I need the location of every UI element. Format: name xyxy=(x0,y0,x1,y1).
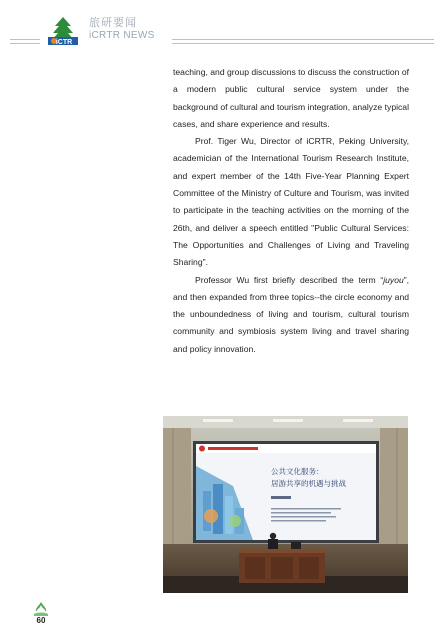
term-juyou: juyou xyxy=(383,274,404,285)
page-number-decoration xyxy=(26,600,56,630)
paragraph-3 xyxy=(173,272,409,358)
header-title-cn: 旅研要闻 xyxy=(89,16,137,29)
lecture-photo xyxy=(163,416,408,593)
page-number-badge xyxy=(26,600,56,630)
paragraph-1: teaching, and group discussions to discuss the construction of a modern public cultural service system under the background of cultural and tourism integration, analyze typical cases, and share experience and results. xyxy=(173,67,409,129)
header-rule-left-2 xyxy=(10,43,40,44)
page-header xyxy=(0,0,443,60)
article-body xyxy=(173,64,409,358)
header-title-en: iCRTR NEWS xyxy=(89,30,155,41)
icrtr-logo xyxy=(44,16,82,46)
screen-title-line2: 居游共享的机遇与挑战 xyxy=(271,479,346,488)
header-rule-right xyxy=(172,39,434,40)
screen-title-line1: 公共文化服务： xyxy=(271,467,324,476)
lecture-photo-illustration xyxy=(163,416,408,593)
paragraph-3-start: Professor Wu first briefly described the term “ xyxy=(195,274,384,285)
paragraph-2: Prof. Tiger Wu, Director of iCRTR, Peking University, academician of the International Tourism Research Institute, and expert member of the 14th Five-Year Planning Expert Committee of the Ministry of Culture and Tourism, was invited to participate in the teaching activities on the morning of the 26th, and deliver a speech entitled "Public Cultural Services: The Opportunities and Challenges of Living and Traveling Sharing". xyxy=(173,136,409,268)
logo-text: iCTR xyxy=(55,39,73,46)
header-rule-left xyxy=(10,39,40,40)
page-number: 60 xyxy=(36,616,46,625)
header-rule-right-2 xyxy=(172,43,434,44)
paragraph-3-rest: ”, and then expanded from three topics--the circle economy and the unboundedness of living and tourism, cultural tourism community and symbiosis system living and travel sharing and policy innovation. xyxy=(173,274,409,354)
